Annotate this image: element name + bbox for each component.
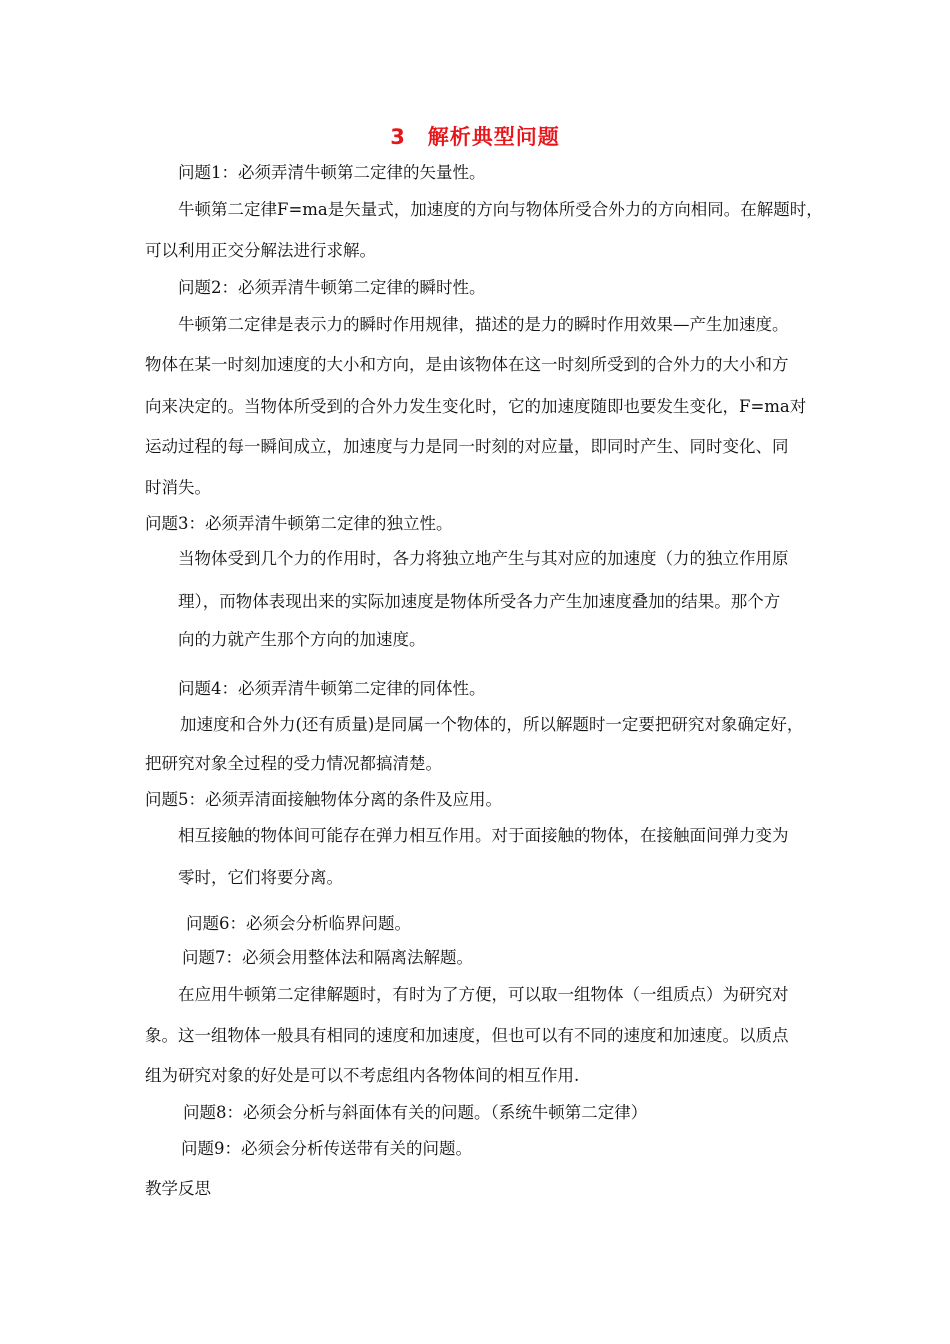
question-9-heading: 问题9：必须会分析传送带有关的问题。 bbox=[181, 1139, 472, 1158]
question-5-heading: 问题5：必须弄清面接触物体分离的条件及应用。 bbox=[145, 790, 502, 809]
paragraph-line: 相互接触的物体间可能存在弹力相互作用。对于面接触的物体，在接触面间弹力变为 bbox=[178, 826, 789, 845]
paragraph-line: 向的力就产生那个方向的加速度。 bbox=[178, 630, 426, 649]
page-title: 3 解析典型问题 bbox=[390, 125, 560, 149]
question-1-heading: 问题1：必须弄清牛顿第二定律的矢量性。 bbox=[178, 163, 486, 182]
paragraph-line: 象。这一组物体一般具有相同的速度和加速度，但也可以有不同的速度和加速度。以质点 bbox=[145, 1026, 789, 1045]
paragraph-line: 理），而物体表现出来的实际加速度是物体所受各力产生加速度叠加的结果。那个方 bbox=[178, 592, 781, 611]
question-2-heading: 问题2：必须弄清牛顿第二定律的瞬时性。 bbox=[178, 278, 486, 297]
question-3-heading: 问题3：必须弄清牛顿第二定律的独立性。 bbox=[145, 514, 453, 533]
paragraph-line: 把研究对象全过程的受力情况都搞清楚。 bbox=[145, 754, 442, 773]
teaching-reflection-heading: 教学反思 bbox=[145, 1179, 211, 1198]
paragraph-line: 牛顿第二定律是表示力的瞬时作用规律，描述的是力的瞬时作用效果—产生加速度。 bbox=[178, 315, 789, 334]
paragraph-line: 加速度和合外力(还有质量)是同属一个物体的，所以解题时一定要把研究对象确定好， bbox=[180, 715, 804, 734]
question-8-heading: 问题8：必须会分析与斜面体有关的问题。（系统牛顿第二定律） bbox=[183, 1103, 648, 1122]
paragraph-line: 物体在某一时刻加速度的大小和方向，是由该物体在这一时刻所受到的合外力的大小和方 bbox=[145, 355, 789, 374]
paragraph-line: 组为研究对象的好处是可以不考虑组内各物体间的相互作用. bbox=[145, 1066, 580, 1085]
paragraph-line: 当物体受到几个力的作用时，各力将独立地产生与其对应的加速度（力的独立作用原 bbox=[178, 549, 789, 568]
question-7-heading: 问题7：必须会用整体法和隔离法解题。 bbox=[182, 948, 473, 967]
paragraph-line: 在应用牛顿第二定律解题时，有时为了方便，可以取一组物体（一组质点）为研究对 bbox=[178, 985, 789, 1004]
question-6-heading: 问题6：必须会分析临界问题。 bbox=[186, 914, 411, 933]
paragraph-line: 时消失。 bbox=[145, 478, 211, 497]
paragraph-line: 向来决定的。当物体所受到的合外力发生变化时，它的加速度随即也要发生变化，F=ma对 bbox=[145, 397, 807, 416]
paragraph-line: 运动过程的每一瞬间成立，加速度与力是同一时刻的对应量，即同时产生、同时变化、同 bbox=[145, 437, 789, 456]
paragraph-line: 可以利用正交分解法进行求解。 bbox=[145, 241, 376, 260]
paragraph-line: 零时，它们将要分离。 bbox=[178, 868, 343, 887]
paragraph-line: 牛顿第二定律F=ma是矢量式，加速度的方向与物体所受合外力的方向相同。在解题时， bbox=[178, 200, 823, 219]
question-4-heading: 问题4：必须弄清牛顿第二定律的同体性。 bbox=[178, 679, 486, 698]
